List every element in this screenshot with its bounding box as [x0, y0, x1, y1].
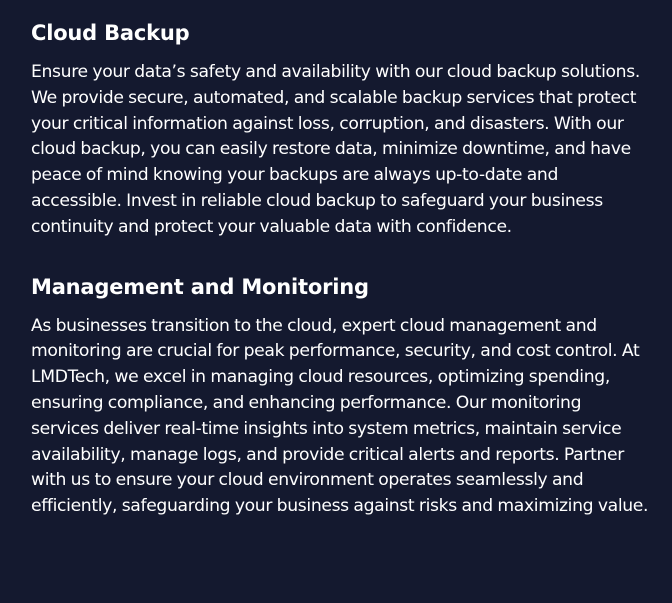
cloud-backup-description: Ensure your data’s safety and availability with our cloud backup solutions. We provide secure, automated, and scalable backup services that protect your critical information against loss, corruption, and disasters. With our cloud backup, you can easily restore data, minimize downtime, and have peace of mind knowing your backups are always up-to-date and accessible. Invest in reliable cloud backup to safeguard your business continuity and protect your valuable data with confidence.: [31, 62, 640, 237]
management-monitoring-heading: Management and Monitoring: [31, 274, 369, 299]
management-monitoring-description: As businesses transition to the cloud, expert cloud management and monitoring are crucial for peak performance, security, and cost control. At LMDTech, we excel in managing cloud resources, optimizing spending, ensuring compliance, and enhancing performance. Our monitoring services deliver real-time insights into system metrics, maintain service availability, manage logs, and provide critical alerts and reports. Partner with us to ensure your cloud environment operates seamlessly and efficiently, safeguarding your business against risks and maximizing value.: [31, 315, 649, 517]
management-monitoring-section: [31, 272, 650, 520]
cloud-backup-heading: Cloud Backup: [31, 21, 190, 45]
cloud-backup-section: [31, 18, 650, 241]
